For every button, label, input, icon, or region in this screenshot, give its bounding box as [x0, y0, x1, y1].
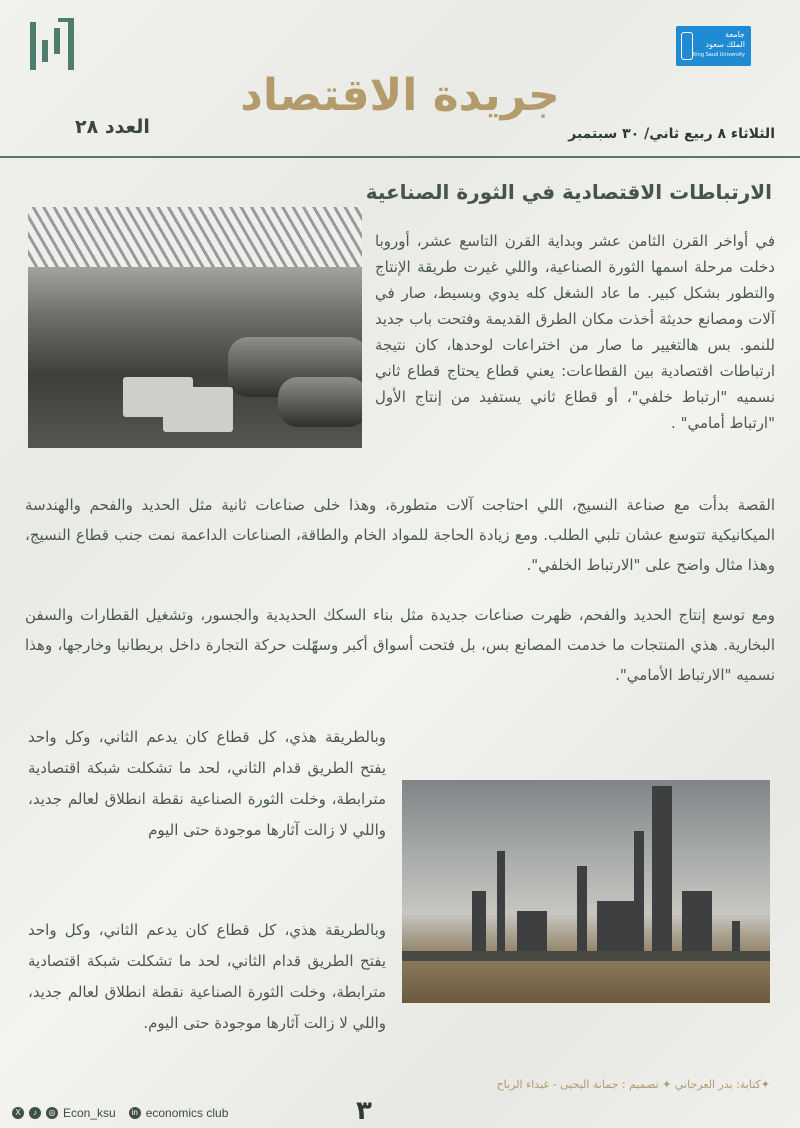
newspaper-logo — [30, 18, 80, 70]
instagram-icon[interactable]: ◎ — [46, 1107, 58, 1119]
linkedin-icon[interactable]: in — [129, 1107, 141, 1119]
social-links — [12, 1106, 228, 1120]
header-divider — [0, 156, 800, 158]
textile-factory-photo — [28, 207, 362, 448]
article-paragraph: وبالطريقة هذي، كل قطاع كان يدعم الثاني، وكل واحد يفتح الطريق قدام الثاني، لحد ما تشكلت شبكة اقتصادية مترابطة، وخلت الثورة الصناعية نقطة انطلاق لعالم جديد، واللي لا زالت آثارها موجودة حتى اليوم. — [28, 921, 386, 1032]
article-headline: الارتباطات الاقتصادية في الثورة الصناعية — [365, 180, 772, 204]
ksu-logo-line3: King Saud University — [693, 52, 745, 58]
page-number: ٣ — [356, 1096, 372, 1126]
ksu-logo — [676, 26, 751, 66]
tiktok-icon[interactable]: ♪ — [29, 1107, 41, 1119]
ksu-logo-line1: جامعة — [725, 30, 745, 39]
ksu-logo-line2: الملك سعود — [705, 40, 745, 49]
article-paragraph: في أواخر القرن الثامن عشر وبداية القرن التاسع عشر، أوروبا دخلت مرحلة اسمها الثورة الصناعية، واللي غيرت طريقة الإنتاج والتطور بشكل كبير. ما عاد الشغل كله يدوي وبسيط، صار في آلات ومصانع حديثة أخذت مكان الطرق القديمة وفتحت باب جديد للنمو. بس هالتغيير ما صار من اختراعات لوحدها، كان نتيجة ارتباطات اقتصادية بين القطاعات: يعني قطاع يحتاج قطاع ثاني نسميه "ارتباط خلفي"، أو قطاع ثاني يستفيد من إنتاج الأول "ارتباط أمامي" . — [375, 232, 775, 432]
x-icon[interactable]: X — [12, 1107, 24, 1119]
masthead-title: جريدة الاقتصاد — [240, 70, 560, 121]
article-paragraph: وبالطريقة هذي، كل قطاع كان يدعم الثاني، وكل واحد يفتح الطريق قدام الثاني، لحد ما تشكلت شبكة اقتصادية مترابطة، وخلت الثورة الصناعية نقطة انطلاق لعالم جديد، واللي لا زالت آثارها موجودة حتى اليوم — [28, 728, 386, 839]
article-paragraph: القصة بدأت مع صناعة النسيج، اللي احتاجت آلات متطورة، وهذا خلى صناعات ثانية مثل الحديد والفحم والهندسة الميكانيكية تتوسع عشان تلبي الطلب. ومع زيادة الحاجة للمواد الخام والطاقة، الصناعات الداعمة نمت جنب قطاع النسيج، وهذا مثال واضح على "الارتباط الخلفي". — [25, 496, 775, 574]
article-paragraph: ومع توسع إنتاج الحديد والفحم، ظهرت صناعات جديدة مثل بناء السكك الحديدية والجسور، وتشغيل القطارات والسفن البخارية. هذي المنتجات ما خدمت المصانع بس، بل فتحت أسواق أكبر وسهّلت حركة التجارة داخل بريطانيا وخارجها، وهذا نسميه "الارتباط الأمامي". — [25, 606, 775, 684]
issue-date: الثلاثاء ٨ ربيع ثاني/ ٣٠ سبتمبر — [568, 126, 775, 142]
issue-number: العدد ٢٨ — [75, 116, 150, 138]
refinery-photo — [402, 780, 770, 1003]
linkedin-name[interactable]: economics club — [145, 1106, 229, 1120]
credits: ✦كتابة: بدر العرجاني ✦ تصميم : جمانة اليحيى - غيداء الرباح — [496, 1078, 770, 1091]
social-handle[interactable]: Econ_ksu — [63, 1106, 116, 1120]
ksu-seal-icon — [681, 32, 693, 60]
